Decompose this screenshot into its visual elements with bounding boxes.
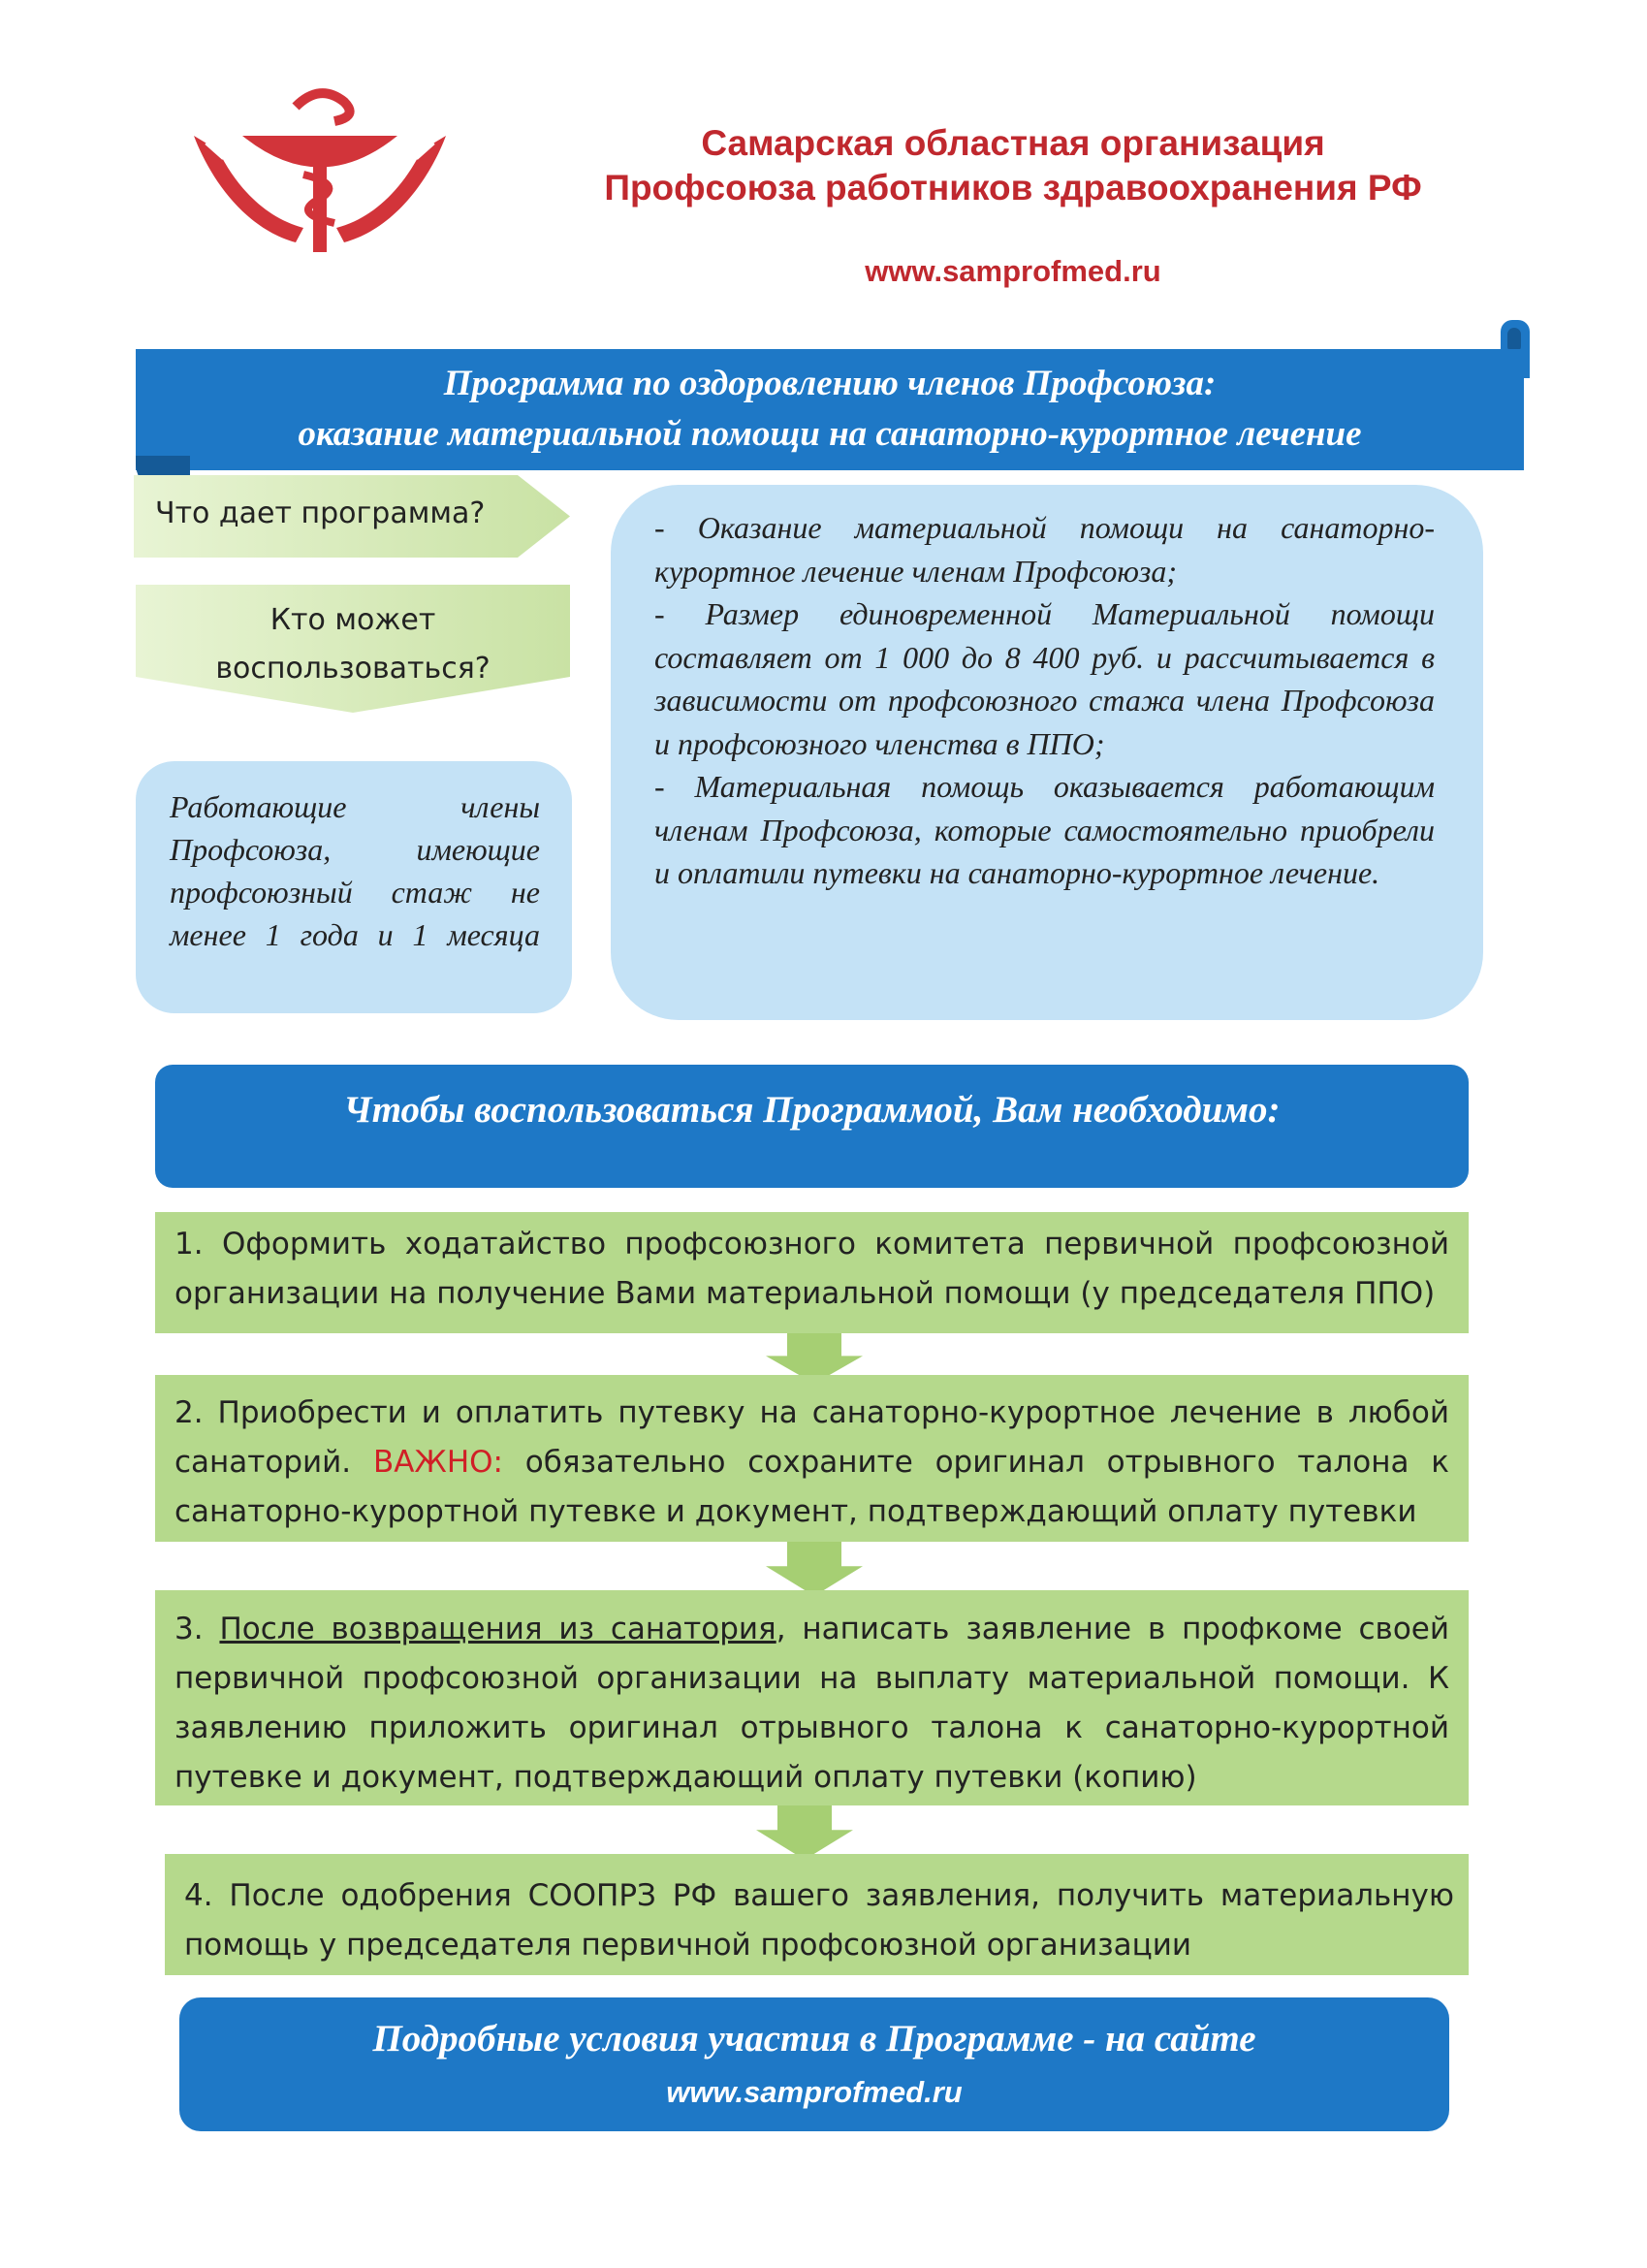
program-description-text <box>654 506 1435 895</box>
steps-header-title: Чтобы воспользоваться Программой, Вам необходимо: <box>343 1089 1281 1131</box>
arrow-down-icon <box>756 1805 853 1860</box>
organization-title-line1: Самарская областная организация <box>701 123 1325 163</box>
organization-title <box>543 121 1483 210</box>
step-3-number: 3. <box>174 1612 220 1646</box>
medical-hands-bowl-logo-icon <box>189 82 451 257</box>
step-3-text-end: , написать заявление в профкоме своей первичной профсоюзной организации на выплату материальной помощи. К заявлению приложить оригинал отрывного талона к санаторно-курортной путевке и документ, подтверждающий оплату путевки (копию) <box>174 1612 1450 1795</box>
arrow-down-icon <box>766 1542 863 1596</box>
question-who-line2: воспользоваться? <box>215 652 491 686</box>
footer-title: Подробные условия участия в Программе - на сайте <box>372 2018 1256 2060</box>
step-2-text-start: 2. Приобрести и оплатить путевку на санаторно-курортное лечение в любой санаторий. <box>174 1395 1449 1480</box>
step-3-text <box>174 1605 1449 1803</box>
step-3-underlined: После возвращения из санатория <box>219 1612 776 1646</box>
step-1-text: 1. Оформить ходатайство профсоюзного комитета первичной профсоюзной организации на получение Вами материальной помощи (у председателя ППО) <box>174 1227 1449 1311</box>
step-2-text-end: обязательно сохраните оригинал отрывного талона к санаторно-курортной путевке и документ, подтверждающий оплату путевки <box>174 1445 1449 1529</box>
question-who-label <box>145 596 560 693</box>
header-website-link[interactable]: www.samprofmed.ru <box>865 254 1161 288</box>
who-answer-text: Работающие члены Профсоюза, имеющие профсоюзный стаж не менее 1 года и 1 месяца <box>170 789 540 952</box>
important-label: ВАЖНО: <box>372 1445 503 1480</box>
step-2-text <box>174 1389 1449 1537</box>
program-banner-title <box>136 359 1524 460</box>
description-item-2: - Размер единовременной Материальной помощи составляет от 1 000 до 8 400 руб. и рассчитывается в зависимости от профсоюзного стажа члена Профсоюза и профсоюзного членства в ППО; <box>654 596 1435 761</box>
question-who-line1: Кто может <box>269 603 436 637</box>
organization-title-line2: Профсоюза работников здравоохранения РФ <box>604 168 1422 208</box>
description-item-3: - Материальная помощь оказывается работающим членам Профсоюза, которые самостоятельно приобрели и оплатили путевки на санаторно-курортное лечение. <box>654 769 1435 890</box>
program-banner-title-line2: оказание материальной помощи на санаторно-курортное лечение <box>298 414 1362 454</box>
description-item-1: - Оказание материальной помощи на санаторно-курортное лечение членам Профсоюза; <box>654 510 1435 589</box>
footer-website-link[interactable]: www.samprofmed.ru <box>666 2075 963 2109</box>
step-4-text: 4. После одобрения СООПРЗ РФ вашего заявления, получить материальную помощь у председателя первичной профсоюзной организации <box>184 1878 1454 1963</box>
program-banner-title-line1: Программа по оздоровлению членов Профсоюза: <box>443 364 1217 403</box>
question-what-label: Что дает программа? <box>155 496 486 530</box>
